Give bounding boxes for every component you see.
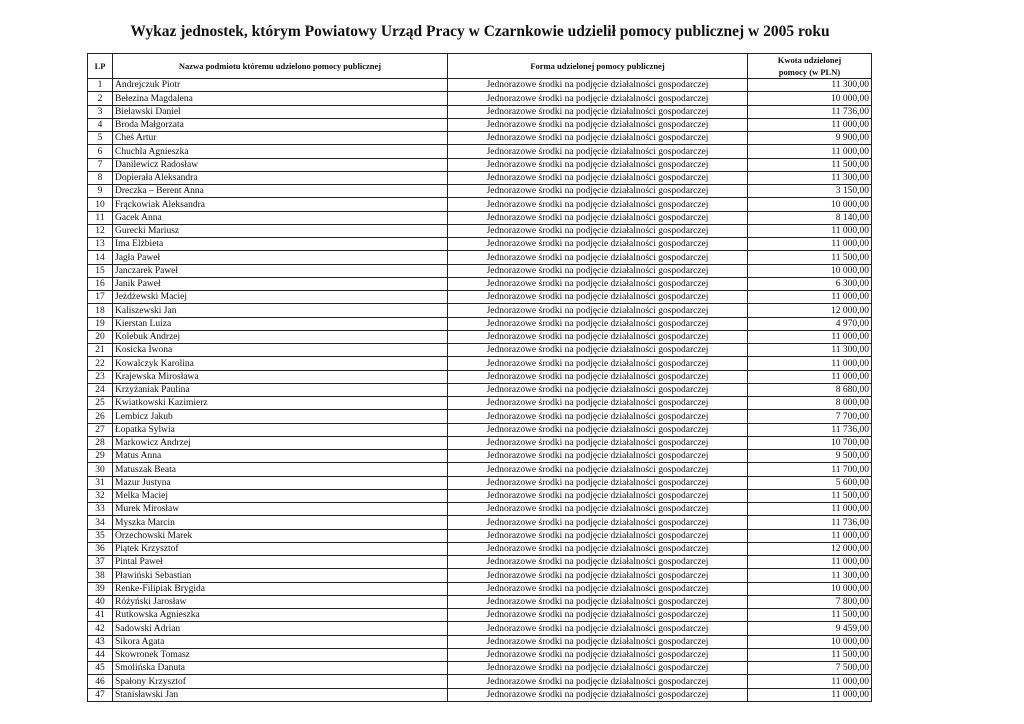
aid-form-cell: Jednorazowe środki na podjęcie działalności gospodarczej	[448, 291, 748, 304]
row-number-cell: 25	[88, 397, 113, 410]
aid-amount-cell: 3 150,00	[748, 185, 872, 198]
aid-amount-cell: 11 300,00	[748, 344, 872, 357]
row-number-cell: 29	[88, 450, 113, 463]
aid-amount-cell: 4 970,00	[748, 317, 872, 330]
aid-amount-cell: 5 600,00	[748, 476, 872, 489]
aid-amount-cell: 11 736,00	[748, 105, 872, 118]
aid-amount-cell: 11 736,00	[748, 516, 872, 529]
entity-name-cell: Bielawski Daniel	[113, 105, 448, 118]
aid-form-cell: Jednorazowe środki na podjęcie działalności gospodarczej	[448, 516, 748, 529]
aid-form-cell: Jednorazowe środki na podjęcie działalności gospodarczej	[448, 463, 748, 476]
aid-form-cell: Jednorazowe środki na podjęcie działalności gospodarczej	[448, 688, 748, 701]
table-row	[88, 171, 872, 184]
row-number-cell: 18	[88, 304, 113, 317]
entity-name-cell: Frąckowiak Aleksandra	[113, 198, 448, 211]
entity-name-cell: Skowronek Tomasz	[113, 648, 448, 661]
row-number-cell: 44	[88, 648, 113, 661]
aid-form-cell: Jednorazowe środki na podjęcie działalności gospodarczej	[448, 423, 748, 436]
row-number-cell: 1	[88, 79, 113, 92]
aid-amount-cell: 8 140,00	[748, 211, 872, 224]
aid-amount-cell: 11 300,00	[748, 569, 872, 582]
aid-amount-cell: 11 500,00	[748, 489, 872, 502]
row-number-cell: 16	[88, 277, 113, 290]
aid-amount-cell: 10 000,00	[748, 198, 872, 211]
entity-name-cell: Janik Paweł	[113, 277, 448, 290]
table-row	[88, 224, 872, 237]
aid-amount-cell: 12 000,00	[748, 542, 872, 555]
row-number-cell: 27	[88, 423, 113, 436]
page-title: Wykaz jednostek, którym Powiatowy Urząd Pracy w Czarnkowie udzielił pomocy publicznej w 2005 roku	[130, 23, 830, 40]
entity-name-cell: Mazur Justyna	[113, 476, 448, 489]
table-row	[88, 675, 872, 688]
row-number-cell: 13	[88, 238, 113, 251]
entity-name-cell: Ima Elżbieta	[113, 238, 448, 251]
aid-form-cell: Jednorazowe środki na podjęcie działalności gospodarczej	[448, 635, 748, 648]
table-row	[88, 304, 872, 317]
row-number-cell: 3	[88, 105, 113, 118]
aid-form-cell: Jednorazowe środki na podjęcie działalności gospodarczej	[448, 79, 748, 92]
table-row	[88, 635, 872, 648]
aid-amount-cell: 11 300,00	[748, 171, 872, 184]
row-number-cell: 15	[88, 264, 113, 277]
row-number-cell: 21	[88, 344, 113, 357]
table-row	[88, 370, 872, 383]
row-number-cell: 6	[88, 145, 113, 158]
row-number-cell: 47	[88, 688, 113, 701]
aid-amount-cell: 11 000,00	[748, 291, 872, 304]
aid-form-cell: Jednorazowe środki na podjęcie działalności gospodarczej	[448, 476, 748, 489]
row-number-cell: 30	[88, 463, 113, 476]
table-row	[88, 476, 872, 489]
row-number-cell: 10	[88, 198, 113, 211]
aid-amount-cell: 11 000,00	[748, 224, 872, 237]
entity-name-cell: Dopierała Aleksandra	[113, 171, 448, 184]
aid-amount-cell: 8 680,00	[748, 383, 872, 396]
aid-form-cell: Jednorazowe środki na podjęcie działalności gospodarczej	[448, 344, 748, 357]
aid-amount-cell: 11 000,00	[748, 503, 872, 516]
entity-name-cell: Danilewicz Radosław	[113, 158, 448, 171]
aid-amount-cell: 7 500,00	[748, 662, 872, 675]
row-number-cell: 23	[88, 370, 113, 383]
table-row	[88, 397, 872, 410]
table-row	[88, 662, 872, 675]
grant-table	[87, 53, 872, 702]
entity-name-cell: Krzyżaniak Paulina	[113, 383, 448, 396]
aid-form-cell: Jednorazowe środki na podjęcie działalności gospodarczej	[448, 251, 748, 264]
row-number-cell: 4	[88, 118, 113, 131]
aid-form-cell: Jednorazowe środki na podjęcie działalności gospodarczej	[448, 145, 748, 158]
table-row	[88, 423, 872, 436]
aid-amount-cell: 11 500,00	[748, 609, 872, 622]
table-row	[88, 79, 872, 92]
aid-amount-cell: 11 300,00	[748, 79, 872, 92]
aid-form-cell: Jednorazowe środki na podjęcie działalności gospodarczej	[448, 383, 748, 396]
table-row	[88, 503, 872, 516]
row-number-cell: 31	[88, 476, 113, 489]
row-number-cell: 38	[88, 569, 113, 582]
entity-name-cell: Gacek Anna	[113, 211, 448, 224]
aid-amount-cell: 11 000,00	[748, 118, 872, 131]
row-number-cell: 36	[88, 542, 113, 555]
entity-name-cell: Rutkowska Agnieszka	[113, 609, 448, 622]
entity-name-cell: Piątek Krzysztof	[113, 542, 448, 555]
table-row	[88, 383, 872, 396]
entity-name-cell: Orzechowski Marek	[113, 529, 448, 542]
aid-amount-cell: 10 000,00	[748, 582, 872, 595]
aid-form-cell: Jednorazowe środki na podjęcie działalności gospodarczej	[448, 238, 748, 251]
aid-form-cell: Jednorazowe środki na podjęcie działalności gospodarczej	[448, 264, 748, 277]
row-number-cell: 9	[88, 185, 113, 198]
row-number-cell: 24	[88, 383, 113, 396]
row-number-cell: 5	[88, 132, 113, 145]
entity-name-cell: Broda Małgorzata	[113, 118, 448, 131]
aid-form-cell: Jednorazowe środki na podjęcie działalności gospodarczej	[448, 158, 748, 171]
aid-amount-cell: 10 700,00	[748, 436, 872, 449]
table-row	[88, 622, 872, 635]
row-number-cell: 11	[88, 211, 113, 224]
aid-form-cell: Jednorazowe środki na podjęcie działalności gospodarczej	[448, 317, 748, 330]
aid-form-cell: Jednorazowe środki na podjęcie działalności gospodarczej	[448, 542, 748, 555]
aid-amount-cell: 11 000,00	[748, 675, 872, 688]
entity-name-cell: Kowalczyk Karolina	[113, 357, 448, 370]
aid-form-cell: Jednorazowe środki na podjęcie działalności gospodarczej	[448, 211, 748, 224]
table-row	[88, 569, 872, 582]
aid-form-cell: Jednorazowe środki na podjęcie działalności gospodarczej	[448, 277, 748, 290]
table-row	[88, 198, 872, 211]
aid-amount-cell: 11 000,00	[748, 357, 872, 370]
aid-amount-cell: 8 000,00	[748, 397, 872, 410]
aid-form-cell: Jednorazowe środki na podjęcie działalności gospodarczej	[448, 357, 748, 370]
entity-name-cell: Gurecki Mariusz	[113, 224, 448, 237]
entity-name-cell: Kolebuk Andrzej	[113, 330, 448, 343]
aid-amount-cell: 12 000,00	[748, 304, 872, 317]
entity-name-cell: Spałony Krzysztof	[113, 675, 448, 688]
row-number-cell: 46	[88, 675, 113, 688]
entity-name-cell: Pławiński Sebastian	[113, 569, 448, 582]
table-row	[88, 105, 872, 118]
row-number-cell: 40	[88, 595, 113, 608]
aid-amount-cell: 11 500,00	[748, 648, 872, 661]
row-number-cell: 33	[88, 503, 113, 516]
row-number-cell: 14	[88, 251, 113, 264]
table-row	[88, 291, 872, 304]
aid-form-cell: Jednorazowe środki na podjęcie działalności gospodarczej	[448, 569, 748, 582]
row-number-cell: 41	[88, 609, 113, 622]
aid-amount-cell: 11 700,00	[748, 463, 872, 476]
table-row	[88, 529, 872, 542]
entity-name-cell: Bełezina Magdalena	[113, 92, 448, 105]
row-number-cell: 45	[88, 662, 113, 675]
entity-name-cell: Kierstan Luiza	[113, 317, 448, 330]
entity-name-cell: Cheś Artur	[113, 132, 448, 145]
row-number-cell: 42	[88, 622, 113, 635]
aid-form-cell: Jednorazowe środki na podjęcie działalności gospodarczej	[448, 105, 748, 118]
entity-name-cell: Różyński Jarosław	[113, 595, 448, 608]
entity-name-cell: Andrejczuk Piotr	[113, 79, 448, 92]
entity-name-cell: Pintal Paweł	[113, 556, 448, 569]
aid-amount-cell: 11 736,00	[748, 423, 872, 436]
column-header-amount	[748, 54, 872, 79]
aid-form-cell: Jednorazowe środki na podjęcie działalności gospodarczej	[448, 410, 748, 423]
column-header-name: Nazwa podmiotu któremu udzielono pomocy publicznej	[113, 54, 448, 79]
table-row	[88, 410, 872, 423]
table-row	[88, 436, 872, 449]
row-number-cell: 37	[88, 556, 113, 569]
entity-name-cell: Smolińska Danuta	[113, 662, 448, 675]
aid-amount-cell: 11 000,00	[748, 145, 872, 158]
aid-amount-cell: 10 000,00	[748, 264, 872, 277]
aid-amount-cell: 11 500,00	[748, 251, 872, 264]
table-row	[88, 450, 872, 463]
row-number-cell: 8	[88, 171, 113, 184]
entity-name-cell: Krajewska Mirosława	[113, 370, 448, 383]
entity-name-cell: Murek Mirosław	[113, 503, 448, 516]
aid-form-cell: Jednorazowe środki na podjęcie działalności gospodarczej	[448, 503, 748, 516]
table-row	[88, 463, 872, 476]
entity-name-cell: Kosicka Iwona	[113, 344, 448, 357]
row-number-cell: 28	[88, 436, 113, 449]
aid-amount-cell: 7 800,00	[748, 595, 872, 608]
table-row	[88, 357, 872, 370]
aid-form-cell: Jednorazowe środki na podjęcie działalności gospodarczej	[448, 648, 748, 661]
table-row	[88, 132, 872, 145]
aid-form-cell: Jednorazowe środki na podjęcie działalności gospodarczej	[448, 370, 748, 383]
column-header-lp: LP	[88, 54, 113, 79]
aid-amount-cell: 9 459,00	[748, 622, 872, 635]
table-row	[88, 582, 872, 595]
aid-form-cell: Jednorazowe środki na podjęcie działalności gospodarczej	[448, 556, 748, 569]
table-row	[88, 344, 872, 357]
table-body	[88, 79, 872, 702]
table-row	[88, 595, 872, 608]
entity-name-cell: Sikora Agata	[113, 635, 448, 648]
row-number-cell: 22	[88, 357, 113, 370]
aid-form-cell: Jednorazowe środki na podjęcie działalności gospodarczej	[448, 529, 748, 542]
row-number-cell: 7	[88, 158, 113, 171]
table-row	[88, 251, 872, 264]
entity-name-cell: Kwiatkowski Kazimierz	[113, 397, 448, 410]
row-number-cell: 32	[88, 489, 113, 502]
aid-amount-cell: 11 000,00	[748, 370, 872, 383]
entity-name-cell: Sadowski Adrian	[113, 622, 448, 635]
aid-amount-cell: 9 900,00	[748, 132, 872, 145]
table-row	[88, 516, 872, 529]
aid-form-cell: Jednorazowe środki na podjęcie działalności gospodarczej	[448, 118, 748, 131]
entity-name-cell: Stanisławski Jan	[113, 688, 448, 701]
table-header-row	[88, 54, 872, 79]
entity-name-cell: Markowicz Andrzej	[113, 436, 448, 449]
entity-name-cell: Chuchla Agnieszka	[113, 145, 448, 158]
aid-amount-cell: 11 000,00	[748, 556, 872, 569]
aid-amount-cell: 11 000,00	[748, 529, 872, 542]
table-row	[88, 158, 872, 171]
row-number-cell: 19	[88, 317, 113, 330]
row-number-cell: 2	[88, 92, 113, 105]
aid-form-cell: Jednorazowe środki na podjęcie działalności gospodarczej	[448, 198, 748, 211]
table-row	[88, 330, 872, 343]
table-row	[88, 277, 872, 290]
table-row	[88, 556, 872, 569]
aid-amount-cell: 10 000,00	[748, 635, 872, 648]
entity-name-cell: Matuszak Beata	[113, 463, 448, 476]
entity-name-cell: Jeżdżewski Maciej	[113, 291, 448, 304]
entity-name-cell: Kaliszewski Jan	[113, 304, 448, 317]
aid-form-cell: Jednorazowe środki na podjęcie działalności gospodarczej	[448, 185, 748, 198]
entity-name-cell: Lembicz Jakub	[113, 410, 448, 423]
aid-form-cell: Jednorazowe środki na podjęcie działalności gospodarczej	[448, 622, 748, 635]
row-number-cell: 20	[88, 330, 113, 343]
table-row	[88, 609, 872, 622]
aid-form-cell: Jednorazowe środki na podjęcie działalności gospodarczej	[448, 224, 748, 237]
aid-form-cell: Jednorazowe środki na podjęcie działalności gospodarczej	[448, 662, 748, 675]
aid-form-cell: Jednorazowe środki na podjęcie działalności gospodarczej	[448, 397, 748, 410]
aid-form-cell: Jednorazowe środki na podjęcie działalności gospodarczej	[448, 330, 748, 343]
aid-form-cell: Jednorazowe środki na podjęcie działalności gospodarczej	[448, 595, 748, 608]
aid-form-cell: Jednorazowe środki na podjęcie działalności gospodarczej	[448, 450, 748, 463]
table-row	[88, 317, 872, 330]
column-header-amount-line1: Kwota udzielonej	[777, 55, 842, 65]
column-header-form: Forma udzielonej pomocy publicznej	[448, 54, 748, 79]
aid-amount-cell: 7 700,00	[748, 410, 872, 423]
entity-name-cell: Renke-Filipiak Brygida	[113, 582, 448, 595]
row-number-cell: 26	[88, 410, 113, 423]
row-number-cell: 43	[88, 635, 113, 648]
row-number-cell: 17	[88, 291, 113, 304]
row-number-cell: 34	[88, 516, 113, 529]
aid-amount-cell: 11 000,00	[748, 330, 872, 343]
entity-name-cell: Jagła Paweł	[113, 251, 448, 264]
entity-name-cell: Matus Anna	[113, 450, 448, 463]
aid-form-cell: Jednorazowe środki na podjęcie działalności gospodarczej	[448, 582, 748, 595]
column-header-amount-line2: pomocy (w PLN)	[778, 67, 841, 77]
row-number-cell: 12	[88, 224, 113, 237]
aid-amount-cell: 11 000,00	[748, 238, 872, 251]
aid-form-cell: Jednorazowe środki na podjęcie działalności gospodarczej	[448, 436, 748, 449]
aid-form-cell: Jednorazowe środki na podjęcie działalności gospodarczej	[448, 92, 748, 105]
entity-name-cell: Janczarek Paweł	[113, 264, 448, 277]
table-row	[88, 489, 872, 502]
table-row	[88, 238, 872, 251]
aid-amount-cell: 6 300,00	[748, 277, 872, 290]
aid-amount-cell: 10 000,00	[748, 92, 872, 105]
table-row	[88, 185, 872, 198]
table-row	[88, 264, 872, 277]
aid-form-cell: Jednorazowe środki na podjęcie działalności gospodarczej	[448, 489, 748, 502]
aid-form-cell: Jednorazowe środki na podjęcie działalności gospodarczej	[448, 675, 748, 688]
table-row	[88, 92, 872, 105]
entity-name-cell: Myszka Marcin	[113, 516, 448, 529]
aid-amount-cell: 11 000,00	[748, 688, 872, 701]
aid-form-cell: Jednorazowe środki na podjęcie działalności gospodarczej	[448, 171, 748, 184]
aid-form-cell: Jednorazowe środki na podjęcie działalności gospodarczej	[448, 304, 748, 317]
table-row	[88, 211, 872, 224]
table-row	[88, 688, 872, 701]
table-row	[88, 542, 872, 555]
aid-form-cell: Jednorazowe środki na podjęcie działalności gospodarczej	[448, 609, 748, 622]
table-row	[88, 118, 872, 131]
entity-name-cell: Łopatka Sylwia	[113, 423, 448, 436]
entity-name-cell: Dreczka – Berent Anna	[113, 185, 448, 198]
aid-amount-cell: 9 500,00	[748, 450, 872, 463]
table-row	[88, 648, 872, 661]
row-number-cell: 35	[88, 529, 113, 542]
table-row	[88, 145, 872, 158]
row-number-cell: 39	[88, 582, 113, 595]
aid-amount-cell: 11 500,00	[748, 158, 872, 171]
aid-form-cell: Jednorazowe środki na podjęcie działalności gospodarczej	[448, 132, 748, 145]
entity-name-cell: Melka Maciej	[113, 489, 448, 502]
